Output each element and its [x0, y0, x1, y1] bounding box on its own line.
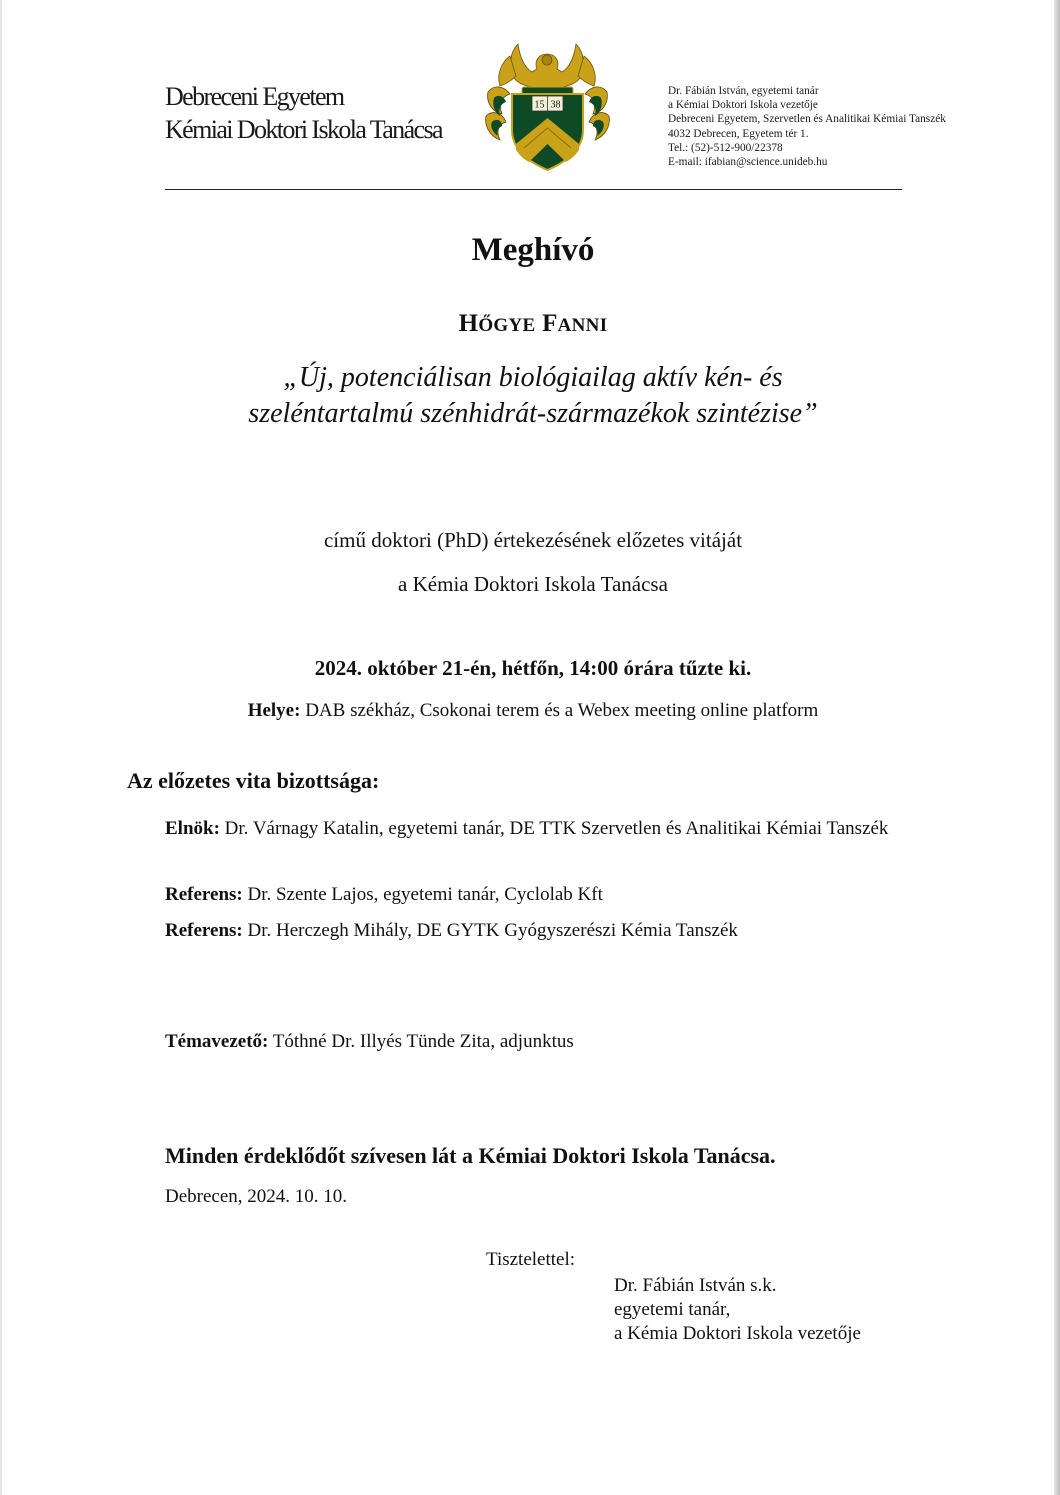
institution-line-1: Debreceni Egyetem	[165, 82, 344, 111]
committee-heading: Az előzetes vita bizottsága:	[127, 768, 380, 793]
place-and-date: Debrecen, 2024. 10. 10.	[165, 1186, 348, 1207]
member-role: Elnök:	[165, 818, 220, 839]
committee-member-referee-2	[165, 920, 905, 942]
page-edge-left	[0, 0, 2, 1495]
place-text: DAB székház, Csokonai terem és a Webex meeting online platform	[300, 700, 819, 721]
name-rest-1: ŐGYE	[478, 315, 536, 336]
regards: Tisztelettel:	[486, 1249, 576, 1270]
member-details: Dr. Várnagy Katalin, egyetemi tanár, DE TTK Szervetlen és Analitikai Kémiai Tanszék	[219, 818, 889, 839]
university-crest-logo	[480, 32, 615, 172]
signature-title: egyetemi tanár,	[614, 1299, 731, 1320]
contact-line: a Kémiai Doktori Iskola vezetője	[668, 99, 818, 112]
event-date: 2024. október 21-én, hétfőn, 14:00 órára tűzte ki.	[314, 656, 752, 680]
intro-line-2: a Kémia Doktori Iskola Tanácsa	[398, 572, 668, 596]
member-role: Referens:	[165, 884, 243, 905]
intro-line-1: című doktori (PhD) értekezésének előzetes vitáját	[323, 528, 743, 552]
name-initial-1: H	[458, 310, 479, 337]
page-title: Meghívó	[471, 232, 595, 268]
member-details: Dr. Herczegh Mihály, DE GYTK Gyógyszerészi Kémia Tanszék	[242, 920, 738, 941]
place-label: Helye:	[247, 700, 301, 721]
name-rest-2: ANNI	[557, 315, 608, 336]
institution-name	[165, 80, 442, 146]
committee-member-chair	[165, 811, 905, 847]
member-role: Referens:	[165, 920, 243, 941]
committee-member-referee-1	[165, 884, 905, 906]
page-edge-right	[1054, 0, 1060, 1495]
name-initial-2: F	[542, 310, 558, 337]
contact-email: E-mail: ifabian@science.unideb.hu	[668, 156, 828, 169]
supervisor-name: Tóthné Dr. Illyés Tünde Zita, adjunktus	[268, 1031, 574, 1052]
contact-block	[668, 84, 946, 169]
contact-line: Debreceni Egyetem, Szervetlen és Analitikai Kémiai Tanszék	[668, 113, 946, 126]
supervisor-label: Témavezető:	[165, 1031, 269, 1052]
supervisor	[165, 1031, 574, 1053]
contact-line: Dr. Fábián István, egyetemi tanár	[668, 85, 819, 97]
closing-invitation: Minden érdeklődőt szívesen lát a Kémiai Doktori Iskola Tanácsa.	[165, 1143, 776, 1168]
signature-block	[614, 1274, 861, 1346]
thesis-title-line-1: „Új, potenciálisan biológiailag aktív kén- és	[283, 362, 783, 393]
contact-line: 4032 Debrecen, Egyetem tér 1.	[668, 127, 809, 140]
crest-year-left: 15	[534, 99, 545, 111]
crest-year-right: 38	[550, 99, 561, 111]
thesis-title-line-2: szeléntartalmú szénhidrát-származékok szintézise”	[248, 398, 818, 429]
member-details: Dr. Szente Lajos, egyetemi tanár, Cyclolab Kft	[242, 884, 603, 905]
signature-role: a Kémia Doktori Iskola vezetője	[614, 1323, 861, 1344]
contact-phone: Tel.: (52)-512-900/22378	[668, 141, 783, 154]
event-place	[0, 700, 1060, 722]
thesis-title	[0, 360, 1060, 432]
signature-name: Dr. Fábián István s.k.	[614, 1275, 777, 1296]
candidate-name	[0, 310, 1060, 338]
institution-line-2: Kémiai Doktori Iskola Tanácsa	[165, 115, 442, 144]
header-divider	[165, 189, 902, 190]
